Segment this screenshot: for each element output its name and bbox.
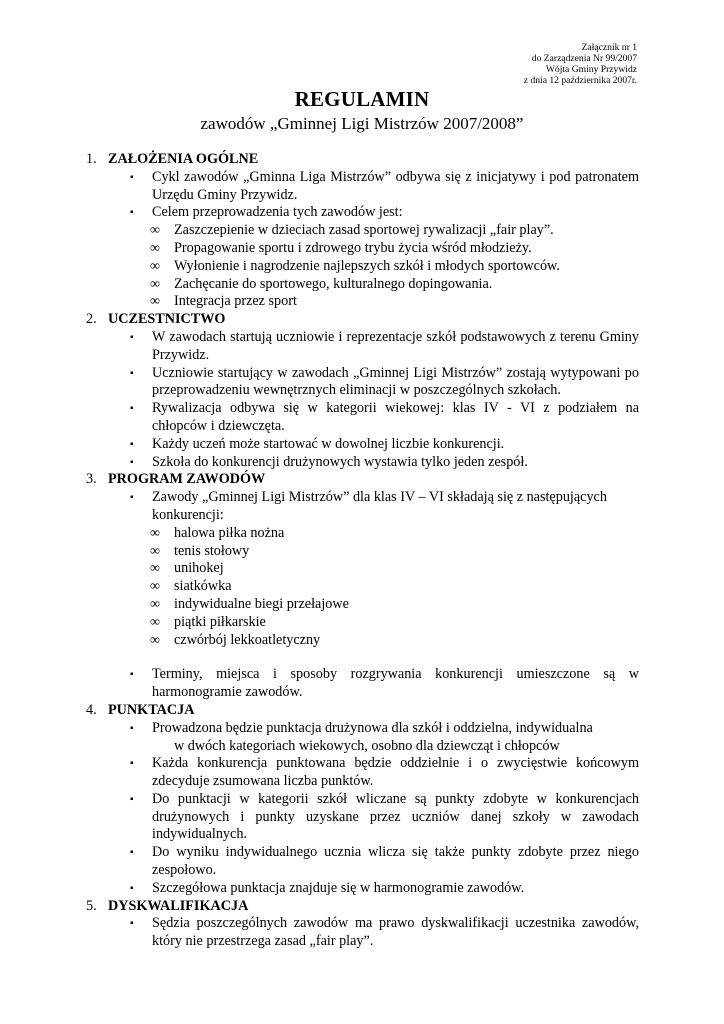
sub-list-item (86, 293, 639, 311)
list-item (86, 489, 639, 525)
infinity-bullet-icon: ∞ (150, 596, 160, 612)
annex-line: do Zarządzenia Nr 99/2007 (531, 53, 637, 64)
section-title: ZAŁOŻENIA OGÓLNE (108, 151, 259, 167)
sub-list-item (86, 258, 639, 276)
square-bullet-icon: ▪ (130, 758, 134, 770)
sub-list-item-text: Zaszczepienie w dzieciach zasad sportowej rywalizacji „fair play”. (174, 222, 554, 239)
sub-list-item (86, 543, 639, 561)
list-item (86, 436, 639, 454)
sub-list-item (86, 614, 639, 632)
sub-list-item-text: Propagowanie sportu i zdrowego trybu życia wśród młodzieży. (174, 239, 532, 256)
list-item-text: Szkoła do konkurencji drużynowych wystawia tylko jeden zespół. (152, 453, 528, 470)
section-heading (86, 151, 639, 169)
infinity-bullet-icon: ∞ (150, 561, 160, 577)
square-bullet-icon: ▪ (130, 793, 134, 805)
list-item-text: Celem przeprowadzenia tych zawodów jest: (152, 204, 403, 221)
infinity-bullet-icon: ∞ (150, 258, 160, 274)
sub-list-item (86, 596, 639, 614)
section-number: 5. (86, 897, 97, 914)
annex-line: Załącznik nr 1 (581, 42, 637, 53)
list-item (86, 400, 639, 436)
square-bullet-icon: ▪ (130, 918, 134, 930)
annex-note (524, 42, 637, 86)
square-bullet-icon: ▪ (130, 331, 134, 343)
section-number: 4. (86, 701, 97, 718)
section-number: 1. (86, 151, 97, 167)
infinity-bullet-icon: ∞ (150, 525, 160, 541)
list-item (86, 454, 639, 472)
list-item-text: Prowadzona będzie punktacja drużynowa dla szkół i oddzielna, indywidualna (152, 719, 593, 736)
section-heading (86, 898, 639, 916)
list-item-text: Zawody „Gminnej Ligi Mistrzów” dla klas IV – VI składają się z następujących konkurencji: (152, 489, 607, 523)
sub-list-item (86, 276, 639, 294)
square-bullet-icon: ▪ (130, 367, 134, 379)
square-bullet-icon: ▪ (130, 171, 134, 183)
list-item (86, 880, 639, 898)
section-title: UCZESTNICTWO (108, 311, 226, 328)
list-item-text: Do punktacji w kategorii szkół wliczane są punkty zdobyte w konkurencjach drużynowych i punkty uzyskane przez uczniów danej szkoły w zawodach indywidualnych. (152, 790, 639, 843)
square-bullet-icon: ▪ (130, 669, 134, 681)
section-heading (86, 311, 639, 329)
infinity-bullet-icon: ∞ (150, 543, 160, 559)
sub-list-item-text: Zachęcanie do sportowego, kulturalnego dopingowania. (174, 275, 493, 292)
section-title: PUNKTACJA (108, 701, 195, 718)
square-bullet-icon: ▪ (130, 403, 134, 415)
list-item-text: Szczegółowa punktacja znajduje się w harmonogramie zawodów. (152, 879, 525, 896)
list-item (86, 204, 639, 222)
list-item (86, 169, 639, 205)
sub-list-item-text: indywidualne biegi przełajowe (174, 595, 349, 612)
sub-list-item (86, 632, 639, 650)
infinity-bullet-icon: ∞ (150, 632, 160, 648)
annex-line: Wójta Gminy Przywidz (545, 64, 637, 75)
sub-list-item (86, 240, 639, 258)
list-item-text: Do wyniku indywidualnego ucznia wlicza się także punkty zdobyte przez niego zespołowo. (152, 844, 639, 879)
infinity-bullet-icon: ∞ (150, 240, 160, 256)
infinity-bullet-icon: ∞ (150, 614, 160, 630)
sub-list-item-text: Wyłonienie i nagrodzenie najlepszych szkół i młodych sportowców. (174, 257, 560, 274)
infinity-bullet-icon: ∞ (150, 579, 160, 595)
list-item (86, 791, 639, 844)
infinity-bullet-icon: ∞ (150, 276, 160, 292)
section-number: 3. (86, 471, 97, 488)
square-bullet-icon: ▪ (130, 438, 134, 450)
sub-list-item-text: czwórbój lekkoatletyczny (174, 631, 321, 648)
section-heading (86, 471, 639, 489)
list-item (86, 720, 639, 756)
list-item-text: Sędzia poszczególnych zawodów ma prawo dyskwalifikacji uczestnika zawodów, który nie przestrzega zasad „fair play”. (152, 915, 639, 950)
document-title: REGULAMIN (294, 87, 430, 111)
sub-list-item-text: halowa piłka nożna (174, 524, 285, 541)
document-subtitle: zawodów „Gminnej Ligi Mistrzów 2007/2008” (200, 114, 524, 133)
sub-list-item (86, 222, 639, 240)
sub-list-item-text: piątki piłkarskie (174, 613, 266, 630)
list-item (86, 844, 639, 880)
sub-list-item (86, 578, 639, 596)
square-bullet-icon: ▪ (130, 207, 134, 219)
square-bullet-icon: ▪ (130, 722, 134, 734)
sub-list-item-text: Integracja przez sport (174, 293, 297, 310)
list-item-text: Uczniowie startujący w zawodach „Gminnej Ligi Mistrzów” zostają wytypowani po przeprowadzeniu wewnętrznych eliminacji w poszczególnych szkołach. (152, 364, 639, 399)
spacer (86, 649, 639, 666)
list-item-text: Rywalizacja odbywa się w kategorii wiekowej: klas IV - VI z podziałem na chłopców i dziewczęta. (152, 400, 639, 434)
square-bullet-icon: ▪ (130, 456, 134, 468)
list-item-text: w dwóch kategoriach wiekowych, osobno dla dziewcząt i chłopców (174, 737, 560, 754)
sub-list-item-text: tenis stołowy (174, 542, 250, 559)
sub-list-item-text: unihokej (174, 560, 224, 577)
infinity-bullet-icon: ∞ (150, 294, 160, 310)
square-bullet-icon: ▪ (130, 847, 134, 859)
section-heading (86, 702, 639, 720)
list-item-text: W zawodach startują uczniowie i reprezentacje szkół podstawowych z terenu Gminy Przywidz. (152, 328, 639, 363)
list-item-text: Każdy uczeń może startować w dowolnej liczbie konkurencji. (152, 435, 505, 452)
sub-list-item-text: siatkówka (174, 578, 232, 595)
list-item (86, 666, 639, 702)
list-item-text: Każda konkurencja punktowana będzie oddzielnie i o zwycięstwie końcowym zdecyduje zsumowana liczba punktów. (152, 755, 639, 790)
list-item (86, 329, 639, 365)
annex-line: z dnia 12 października 2007r. (523, 75, 637, 86)
list-item-text: Cykl zawodów „Gminna Liga Mistrzów” odbywa się z inicjatywy i pod patronatem Urzędu Gminy Przywidz. (152, 168, 639, 203)
square-bullet-icon: ▪ (130, 882, 134, 894)
square-bullet-icon: ▪ (130, 492, 134, 504)
document-body (86, 151, 639, 951)
list-item (86, 755, 639, 791)
list-item (86, 365, 639, 401)
section-title: DYSKWALIFIKACJA (108, 897, 249, 914)
section-number: 2. (86, 311, 97, 328)
infinity-bullet-icon: ∞ (150, 223, 160, 239)
sub-list-item (86, 525, 639, 543)
sub-list-item (86, 560, 639, 578)
list-item (86, 915, 639, 951)
list-item-text: Terminy, miejsca i sposoby rozgrywania konkurencji umieszczone są w harmonogramie zawodów. (152, 666, 639, 701)
section-title: PROGRAM ZAWODÓW (108, 471, 266, 488)
